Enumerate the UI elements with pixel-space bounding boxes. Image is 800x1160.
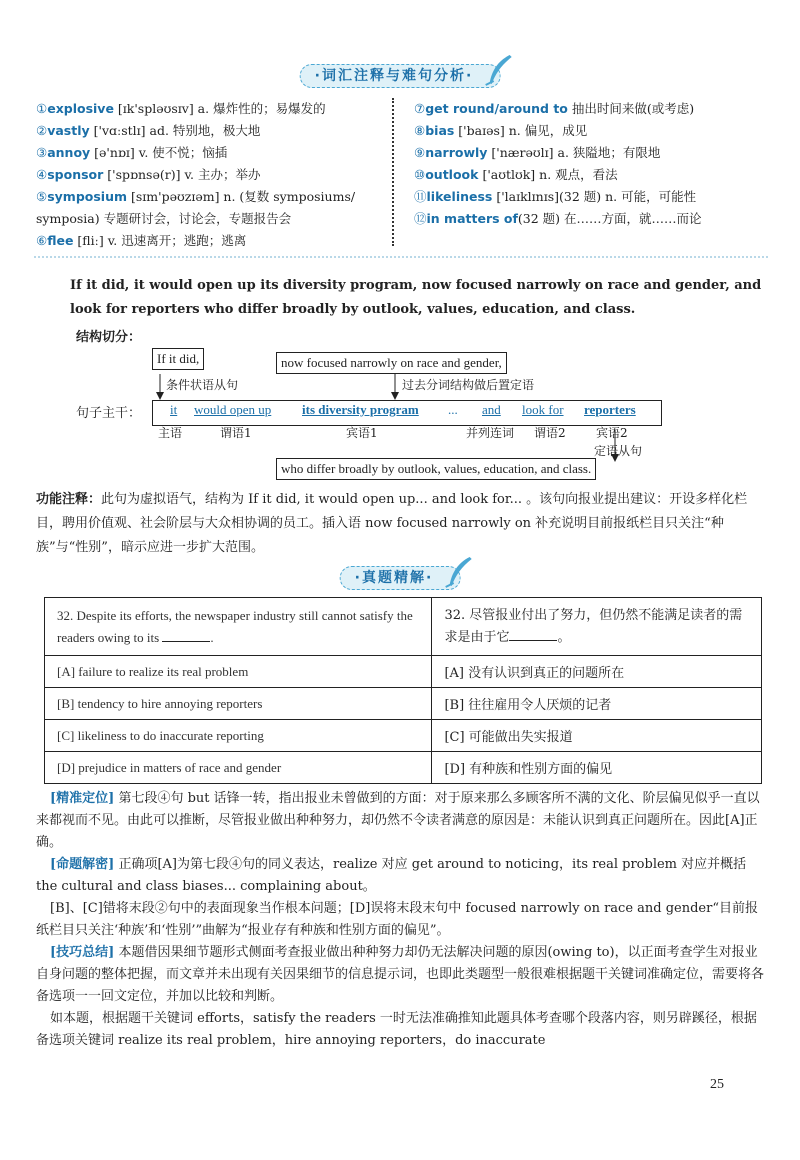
vocab-definition: [ə'nɒɪ] v. 使不悦；恼插 bbox=[90, 145, 228, 160]
vocab-item bbox=[36, 164, 376, 186]
option-a-en: [A] failure to realize its real problem bbox=[45, 656, 432, 688]
vocab-item bbox=[36, 98, 376, 120]
vocab-definition: (32 题) 在……方面，就……而论 bbox=[517, 211, 702, 226]
option-c-zh: [C] 可能做出失实报道 bbox=[432, 720, 762, 752]
vocab-word: bias bbox=[425, 123, 455, 138]
vocab-item bbox=[36, 230, 376, 252]
role-predicate-2: 谓语2 bbox=[534, 426, 566, 440]
structure-label: 结构切分： bbox=[76, 330, 142, 345]
attributive-clause-note: 定语从句 bbox=[594, 444, 643, 458]
vocab-word: get round/around to bbox=[425, 101, 568, 116]
vocab-word: vastly bbox=[47, 123, 90, 138]
key-sentence: If it did, it would open up its diversity program, now focused narrowly on race and gender, and look for reporters who differ broadly by outlook, values, education, and class. bbox=[70, 278, 762, 317]
function-note-text: 此句为虚拟语气，结构为 If it did, it would open up... and look for... 。该句向报业提出建议：开设多样化栏目，聘用价值观、社会阶层与大众相协调的员工。插入语 now focused narrowly on 补充说明目前报纸栏目只关注“种族”与“性别”，暗示应进一步扩大范围。 bbox=[36, 492, 748, 555]
vocab-divider bbox=[392, 98, 394, 246]
role-subject: 主语 bbox=[158, 426, 183, 440]
option-c-en: [C] likeliness to do inaccurate reporting bbox=[45, 720, 432, 752]
main-and: and bbox=[482, 402, 501, 417]
vocab-word: narrowly bbox=[425, 145, 488, 160]
role-conjunction: 并列连词 bbox=[466, 426, 515, 440]
option-a-zh: [A] 没有认识到真正的问题所在 bbox=[432, 656, 762, 688]
vocab-item bbox=[414, 142, 764, 164]
role-object-2: 宾语2 bbox=[596, 426, 628, 440]
vocab-definition: 抽出时间来做(或考虑) bbox=[567, 101, 695, 116]
analysis-paragraph: [精准定位] 第七段④句 but 话锋一转，指出报业未曾做到的方面：对于原来那么多顾客所不满的文化、阶层偏见似乎一直以来都视而不见。由此可以推断，尽管报业做出种种努力，却仍然不令读者满意的原因是：未能认识到真正问题所在。因此[A]正确。 bbox=[36, 791, 760, 850]
quill-icon bbox=[443, 555, 473, 589]
vocab-item bbox=[36, 208, 376, 230]
vocab-item bbox=[414, 186, 764, 208]
vocab-item bbox=[414, 208, 764, 230]
question-table bbox=[44, 597, 762, 784]
vocab-item bbox=[414, 98, 764, 120]
vocab-definition: symposia) 专题研讨会，讨论会，专题报告会 bbox=[36, 211, 292, 226]
vocab-definition: ['baɪəs] n. 偏见，成见 bbox=[454, 123, 588, 138]
vocab-definition: [sɪm'pəʊzɪəm] n. (复数 symposiums/ bbox=[127, 189, 356, 204]
vocab-item bbox=[36, 142, 376, 164]
vocab-item bbox=[36, 120, 376, 142]
vocab-definition: ['vɑːstlɪ] ad. 特别地，极大地 bbox=[89, 123, 261, 138]
vocab-number: ② bbox=[36, 123, 48, 138]
vocab-number: ⑩ bbox=[414, 167, 426, 182]
vocab-number: ⑫ bbox=[414, 211, 427, 226]
participle-phrase-box: now focused narrowly on race and gender, bbox=[276, 352, 507, 374]
structure-diagram bbox=[76, 340, 690, 490]
vocab-column-left bbox=[36, 98, 376, 252]
vocab-number: ⑥ bbox=[36, 233, 48, 248]
vocab-item bbox=[36, 186, 376, 208]
vocab-definition: [ɪk'spləʊsɪv] a. 爆炸性的；易爆发的 bbox=[113, 101, 326, 116]
vocab-number: ③ bbox=[36, 145, 48, 160]
function-note-label: 功能注释： bbox=[36, 492, 102, 507]
main-dots: ... bbox=[448, 402, 458, 417]
main-clause-label: 句子主干： bbox=[76, 406, 142, 421]
analysis-paragraph: 如本题，根据题干关键词 efforts，satisfy the readers 一时无法准确推知此题具体考查哪个段落内容，则另辟蹊径，根据备选项关键词 realize its real problem，hire annoying reporters，do inaccurate bbox=[36, 1011, 757, 1048]
vocab-item bbox=[414, 120, 764, 142]
main-reporters: reporters bbox=[584, 402, 636, 417]
technique-tag: [技巧总结] bbox=[50, 945, 115, 960]
vocab-definition: ['laɪklɪnɪs](32 题) n. 可能，可能性 bbox=[492, 189, 697, 204]
role-object-1: 宾语1 bbox=[346, 426, 378, 440]
option-b-en: [B] tendency to hire annoying reporters bbox=[45, 688, 432, 720]
vocab-number: ① bbox=[36, 101, 48, 116]
question-stem-zh: 32. 尽管报业付出了努力，但仍然不能满足读者的需求是由于它 。 bbox=[432, 598, 762, 656]
vocab-word: explosive bbox=[47, 101, 114, 116]
option-row bbox=[45, 720, 762, 752]
if-clause-box: If it did, bbox=[152, 348, 204, 370]
option-b-zh: [B] 往往雇用令人厌烦的记者 bbox=[432, 688, 762, 720]
analysis-section bbox=[36, 788, 766, 1052]
function-note bbox=[36, 488, 766, 560]
option-d-zh: [D] 有种族和性别方面的偏见 bbox=[432, 752, 762, 784]
vocab-number: ⑦ bbox=[414, 101, 426, 116]
vocab-word: flee bbox=[47, 233, 74, 248]
vocab-column-right bbox=[414, 98, 764, 230]
vocab-number: ⑧ bbox=[414, 123, 426, 138]
analysis-paragraph: [B]、[C]错将末段②句中的表面现象当作根本问题；[D]误将末段末句中 focused narrowly on race and gender“目前报纸栏目只关注‘种族’和‘性别’”曲解为“报业存有种族和性别方面的偏见”。 bbox=[36, 901, 758, 938]
exam-banner-title: ·真题精解· bbox=[354, 570, 434, 586]
page-number: 25 bbox=[710, 1077, 724, 1092]
vocab-word: sponsor bbox=[47, 167, 104, 182]
attributive-clause-box: who differ broadly by outlook, values, education, and class. bbox=[276, 458, 596, 480]
vocab-list bbox=[36, 98, 766, 248]
section-divider bbox=[34, 256, 768, 258]
vocab-item bbox=[414, 164, 764, 186]
option-d-en: [D] prejudice in matters of race and gender bbox=[45, 752, 432, 784]
main-look-for: look for bbox=[522, 402, 564, 417]
vocab-number: ④ bbox=[36, 167, 48, 182]
exam-section-banner bbox=[340, 566, 461, 590]
option-row bbox=[45, 752, 762, 784]
vocab-number: ⑤ bbox=[36, 189, 48, 204]
vocab-number: ⑪ bbox=[414, 189, 427, 204]
vocab-word: likeliness bbox=[426, 189, 493, 204]
vocab-word: symposium bbox=[47, 189, 128, 204]
vocab-number: ⑨ bbox=[414, 145, 426, 160]
vocab-definition: [fliː] v. 迅速离开；逃跑；逃离 bbox=[73, 233, 247, 248]
vocab-definition: ['aʊtlʊk] n. 观点，看法 bbox=[478, 167, 618, 182]
vocab-section-banner bbox=[300, 64, 501, 88]
decode-tag: [命题解密] bbox=[50, 857, 115, 872]
participle-note: 过去分词结构做后置定语 bbox=[402, 378, 535, 392]
quill-icon bbox=[483, 53, 513, 87]
main-would-open-up: would open up bbox=[194, 402, 272, 417]
vocab-word: outlook bbox=[425, 167, 479, 182]
vocab-definition: ['nærəʊlɪ] a. 狭隘地；有限地 bbox=[487, 145, 661, 160]
question-row bbox=[45, 598, 762, 656]
analysis-paragraph: [技巧总结] 本题借因果细节题形式侧面考查报业做出种种努力却仍无法解决问题的原因(owing to)，以正面考查学生对报业自身问题的整体把握，而文章并未出现有关因果细节的信息提示词，也即此类题型一般很难根据题干关键词准确定位，需要将各备选项一一回文定位，并加以比较和判断。 bbox=[36, 945, 765, 1004]
precise-location-tag: [精准定位] bbox=[50, 791, 115, 806]
option-row bbox=[45, 656, 762, 688]
condition-clause-note: 条件状语从句 bbox=[166, 378, 239, 392]
vocab-word: in matters of bbox=[426, 211, 518, 226]
vocab-banner-title: ·词汇注释与难句分析· bbox=[314, 68, 474, 84]
main-program: its diversity program bbox=[302, 402, 419, 417]
option-row bbox=[45, 688, 762, 720]
question-stem-en: 32. Despite its efforts, the newspaper industry still cannot satisfy the readers owing to its . bbox=[45, 598, 432, 656]
analysis-paragraph: [命题解密] 正确项[A]为第七段④句的同义表达，realize 对应 get around to noticing，its real problem 对应并概括 the cultural and class biases... complaining about。 bbox=[36, 857, 747, 894]
vocab-word: annoy bbox=[47, 145, 91, 160]
main-it: it bbox=[170, 402, 178, 417]
vocab-definition: ['spɒnsə(r)] v. 主办；举办 bbox=[103, 167, 261, 182]
role-predicate-1: 谓语1 bbox=[220, 426, 252, 440]
